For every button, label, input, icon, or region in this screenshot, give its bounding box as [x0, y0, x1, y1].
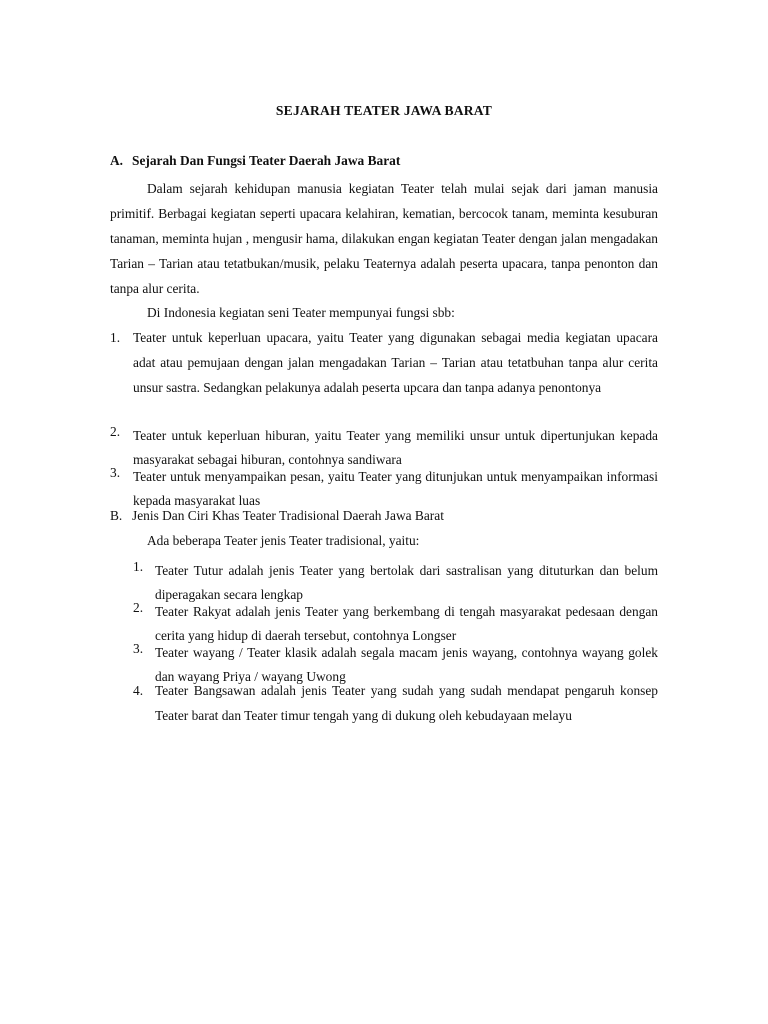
section-a-marker: A.: [110, 153, 124, 168]
list-item-text: Teater Rakyat adalah jenis Teater yang berkembang di tengah masyarakat pedesaan dengan cerita yang hidup di daerah tersebut, contohnya Longser: [155, 604, 658, 643]
document-title: SEJARAH TEATER JAWA BARAT: [275, 103, 493, 118]
section-b-marker: B.: [110, 508, 123, 523]
section-b-intro: Ada beberapa Teater jenis Teater tradisional, yaitu:: [147, 533, 420, 548]
section-b-heading: Jenis Dan Ciri Khas Teater Tradisional Daerah Jawa Barat: [132, 508, 444, 523]
list-item-number: 1.: [110, 330, 121, 345]
list-item-number: 4.: [133, 683, 144, 698]
list-item-text: Teater Tutur adalah jenis Teater yang bertolak dari sastralisan yang dituturkan dan belum diperagakan secara lengkap: [155, 563, 658, 602]
list-item-number: 2.: [133, 600, 144, 615]
list-item-number: 1.: [133, 559, 144, 574]
list-item-text: Teater wayang / Teater klasik adalah segala macam jenis wayang, contohnya wayang golek dan wayang Priya / wayang Uwong: [155, 645, 658, 684]
section-a-paragraph-2: Di Indonesia kegiatan seni Teater mempunyai fungsi sbb:: [147, 305, 455, 320]
section-a-heading: Sejarah Dan Fungsi Teater Daerah Jawa Barat: [132, 153, 401, 168]
list-item-text: Teater untuk keperluan upacara, yaitu Teater yang digunakan sebagai media kegiatan upacara adat atau pemujaan dengan jalan mengadakan Tarian – Tarian atau tetatbuhan tanpa alur cerita unsur sastra. Sedangkan pelakunya adalah peserta upcara dan tanpa adanya penontonya: [133, 330, 658, 395]
list-item-text: Teater untuk menyampaikan pesan, yaitu Teater yang ditunjukan untuk menyampaikan informasi kepada masyarakat luas: [133, 469, 658, 508]
list-item-text: Teater Bangsawan adalah jenis Teater yang sudah yang sudah mendapat pengaruh konsep Teater barat dan Teater timur tengah yang di dukung oleh kebudayaan melayu: [155, 683, 658, 723]
section-a-paragraph-1: Dalam sejarah kehidupan manusia kegiatan Teater telah mulai sejak dari jaman manusia primitif. Berbagai kegiatan seperti upacara kelahiran, kematian, bercocok tanam, meminta kesuburan tanaman, meminta hujan , mengusir hama, dilakukan engan kegiatan Teater dengan jalan mengadakan Tarian – Tarian atau tetatbukan/musik, pelaku Teaternya adalah peserta upacara, tanpa penonton dan tanpa alur cerita.: [110, 181, 658, 296]
list-item-number: 3.: [110, 465, 121, 480]
list-item-text: Teater untuk keperluan hiburan, yaitu Teater yang memiliki unsur untuk dipertunjukan kepada masyarakat sebagai hiburan, contohnya sandiwara: [133, 428, 658, 467]
list-item-number: 3.: [133, 641, 144, 656]
list-item-number: 2.: [110, 424, 121, 439]
